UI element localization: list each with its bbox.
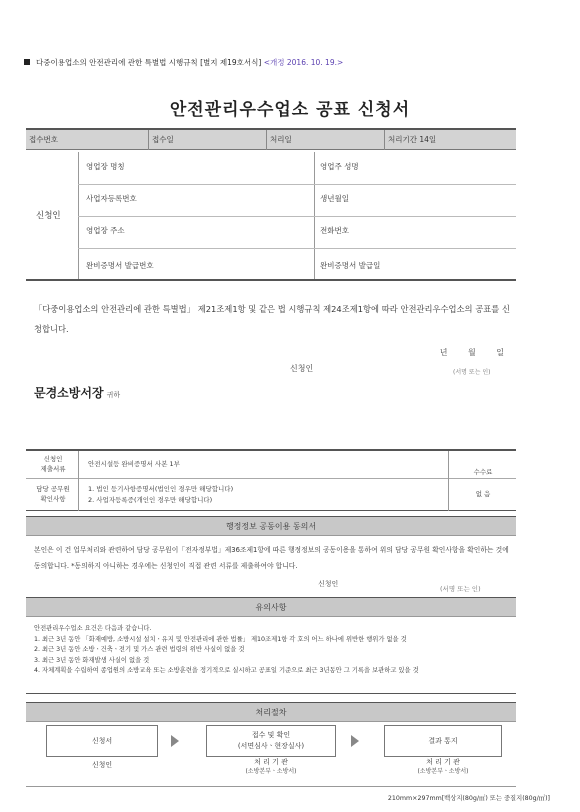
- attachments-table: [26, 449, 516, 511]
- consent-header: 행정정보 공동이용 동의서: [26, 516, 516, 536]
- birth-date-field[interactable]: 생년월일: [320, 194, 349, 203]
- notes-item-4: 4. 자체계획을 수립하여 종업원의 소방교육 또는 소방훈련을 정기적으로 실시하고 공표일 기준으로 최근 3년동안 그 기록을 보관하고 있을 것: [34, 667, 419, 674]
- actor-3-sublabel: (소방본부ㆍ소방서): [417, 768, 469, 775]
- divider: [78, 451, 79, 511]
- receipt-row: [26, 128, 516, 150]
- process-step-review: [206, 725, 336, 757]
- notes-list: [34, 624, 510, 677]
- divider: [78, 184, 516, 185]
- notes-header: 유의사항: [26, 597, 516, 617]
- officer-check-label: 담당 공무원 확인사항: [36, 485, 70, 503]
- form-reference: [24, 57, 343, 68]
- actor-2-sublabel: (소방본부ㆍ소방서): [245, 768, 297, 775]
- processing-period-label: 처리기간 14일: [388, 135, 437, 144]
- actor-3-label: 처 리 기 관: [426, 758, 460, 766]
- certificate-number-field[interactable]: 완비증명서 발급번호: [86, 261, 154, 270]
- consent-text: 본인은 이 건 업무처리와 관련하여 담당 공무원이「전자정부법」제36조제1항에 따른 행정정보의 공동이용을 통하여 위의 담당 공무원 확인사항을 확인하는 것에 동의합니다. *동의하지 아니하는 경우에는 신청인이 직접 관련 서류를 제출하여야 합니다.: [34, 546, 509, 570]
- notes-item-2: 2. 최근 3년 동안 소방ㆍ건축ㆍ전기 및 가스 관련 법령의 위반 사실이 없을 것: [34, 646, 245, 653]
- divider: [26, 478, 516, 479]
- actor-1-label: 신청인: [91, 761, 113, 769]
- registration-number-field[interactable]: 사업자등록번호: [86, 194, 137, 203]
- certificate-date-field[interactable]: 완비증명서 발급일: [320, 261, 381, 270]
- arrow-right-icon: [351, 735, 359, 747]
- applicant-section: [26, 152, 516, 281]
- revision-date: <개정 2016. 10. 19.>: [263, 58, 344, 67]
- applicant-docs-label: 신청인 제출서류: [40, 455, 66, 473]
- notes-item-1: 1. 최근 3년 동안 「화재예방, 소방시설 설치ㆍ유지 및 안전관리에 관한 법률」 제10조제1항 각 호의 어느 하나에 위반한 행위가 없을 것: [34, 635, 407, 643]
- actor-2-label: 처 리 기 관: [254, 758, 288, 766]
- divider: [78, 216, 516, 217]
- page-title: 안전관리우수업소 공표 신청서: [169, 100, 411, 120]
- step-1-label: 신청서: [91, 736, 113, 745]
- phone-field[interactable]: 전화번호: [320, 226, 349, 235]
- applicant-docs: 안전시설등 완비증명서 사본 1부: [88, 460, 180, 468]
- officer-check-item-2: 2. 사업자등록증(개인인 경우만 해당합니다): [88, 496, 213, 504]
- consent-signature-label: 신청인: [318, 580, 339, 588]
- business-name-field[interactable]: 영업장 명칭: [86, 162, 125, 171]
- receipt-date-label: 접수일: [152, 135, 174, 144]
- divider: [148, 130, 149, 150]
- consent-signature-note[interactable]: (서명 또는 인): [440, 585, 481, 593]
- divider: [266, 130, 267, 150]
- divider: [26, 786, 516, 787]
- owner-name-field[interactable]: 영업주 성명: [320, 162, 359, 171]
- bullet-square-icon: [24, 59, 30, 65]
- signature-note[interactable]: (서명 또는 인): [453, 369, 491, 376]
- receipt-number-label: 접수번호: [29, 135, 58, 144]
- actor-applicant: [46, 761, 158, 770]
- process-header: 처리절차: [26, 702, 516, 722]
- process-step-application: [46, 725, 158, 757]
- processed-date-label: 처리일: [270, 135, 292, 144]
- recipient-suffix: 귀하: [106, 391, 121, 399]
- notes-intro: 안전관리우수업소 요건은 다음과 같습니다.: [34, 625, 152, 632]
- divider: [384, 130, 385, 150]
- actor-agency-2: [384, 758, 502, 776]
- process-flow: [26, 722, 516, 784]
- step-2-sublabel: (서면심사ㆍ현장실사): [237, 742, 305, 750]
- arrow-right-icon: [171, 735, 179, 747]
- actor-agency-1: [206, 758, 336, 776]
- fee-label: 수수료: [473, 468, 493, 476]
- business-address-field[interactable]: 영업장 주소: [86, 226, 125, 235]
- recipient-name: 문경소방서장: [34, 386, 104, 400]
- process-step-notification: [384, 725, 502, 757]
- recipient: [34, 384, 120, 401]
- law-reference: 다중이용업소의 안전관리에 관한 특별법 시행규칙 [별지 제19호서식]: [36, 58, 262, 67]
- step-3-label: 결과 통지: [428, 736, 458, 745]
- application-statement: 「다중이용업소의 안전관리에 관한 특별법」 제21조제1항 및 같은 법 시행규칙 제24조제1항에 따라 안전관리우수업소의 공표를 신청합니다.: [34, 304, 510, 334]
- step-2-label: 접수 및 확인: [251, 731, 291, 739]
- paper-spec: 210mm×297mm[백상지(80g/㎡) 또는 중질지(80g/㎡)]: [387, 795, 550, 802]
- notes-item-3: 3. 최근 3년 동안 화재발생 사실이 없을 것: [34, 656, 150, 664]
- officer-check-item-1: 1. 법인 등기사항증명서(법인인 경우만 해당합니다): [88, 485, 234, 493]
- applicant-signature-label: 신청인: [290, 364, 314, 373]
- divider: [78, 248, 516, 249]
- fee-value: 없 음: [475, 490, 491, 498]
- applicant-side-label: 신청인: [36, 211, 61, 221]
- date-line[interactable]: 년 월 일: [439, 348, 504, 357]
- divider: [448, 451, 449, 511]
